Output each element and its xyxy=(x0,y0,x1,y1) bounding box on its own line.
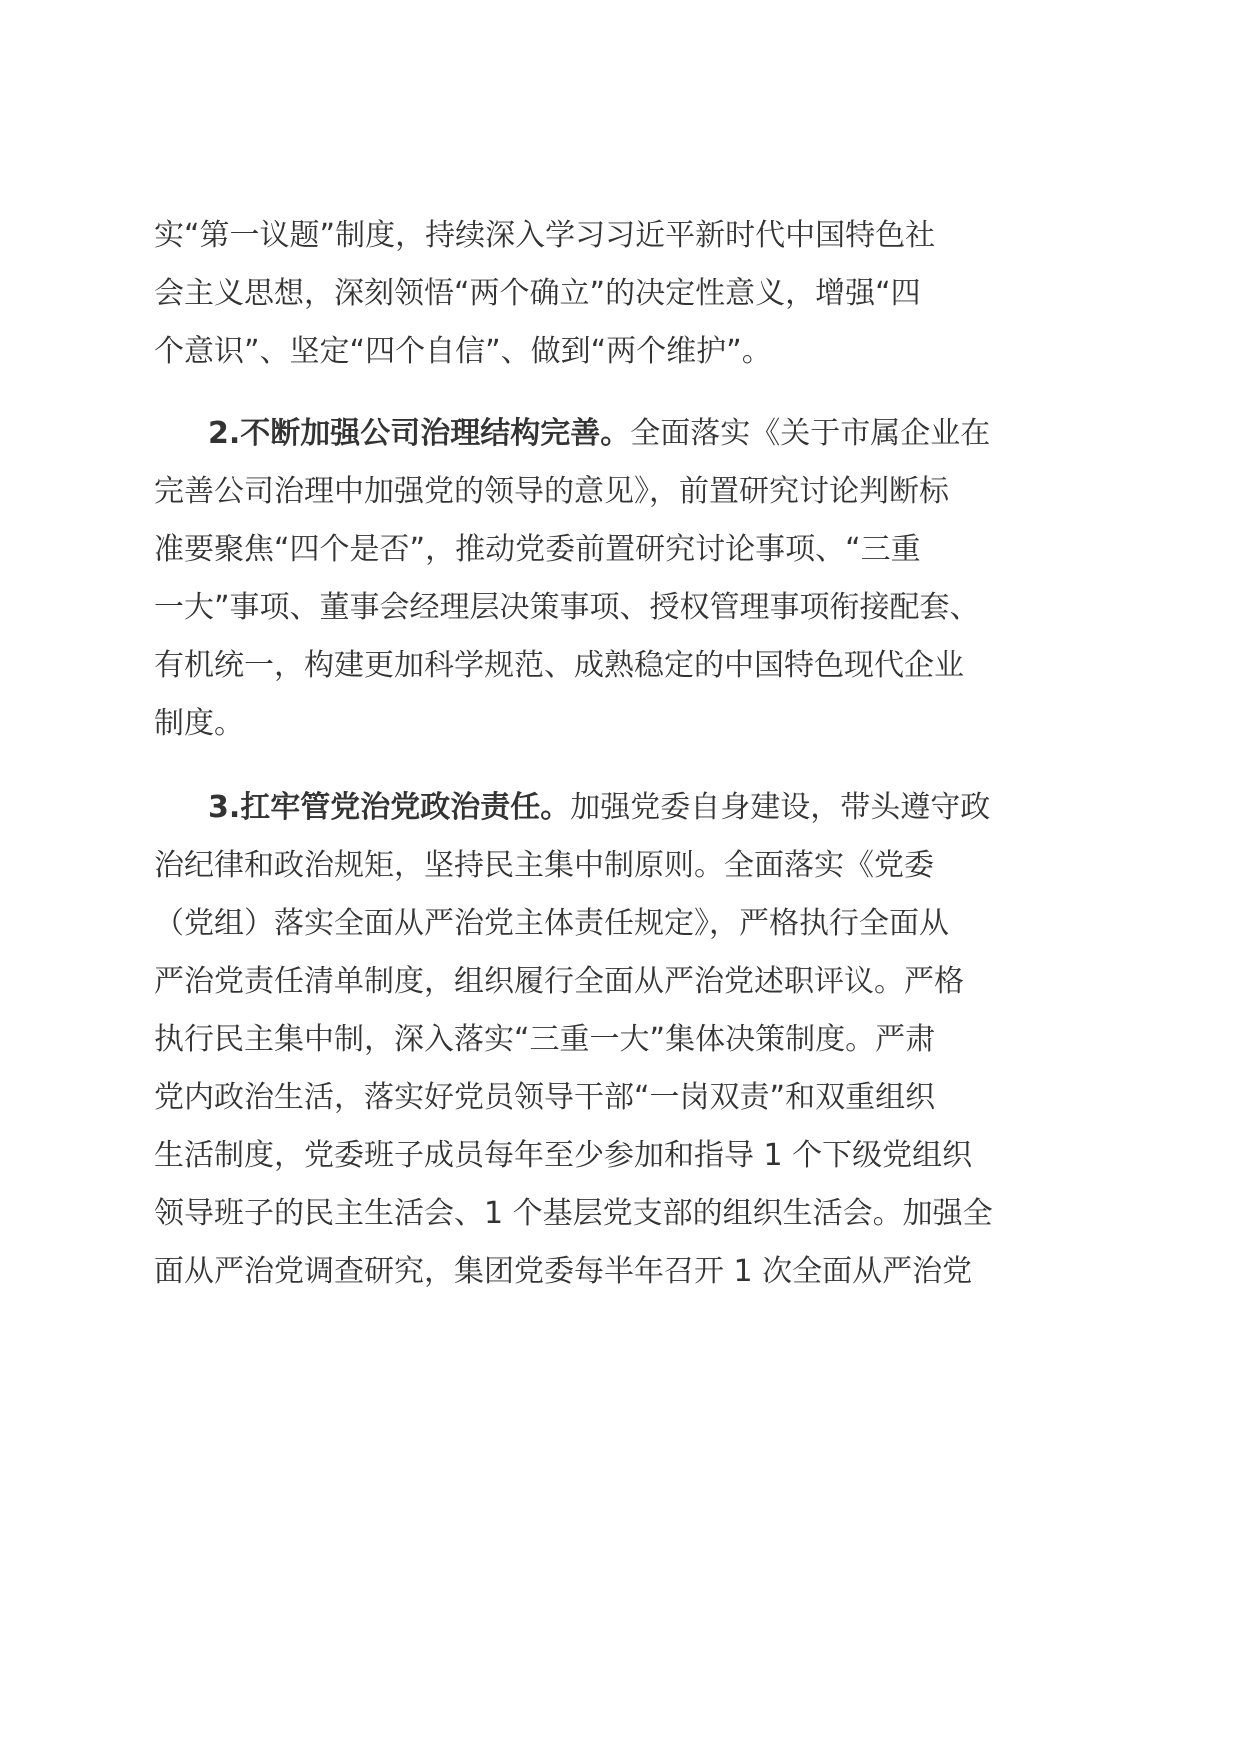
paragraph-line: （党组）落实全面从严治党主体责任规定》，严格执行全面从 xyxy=(154,906,949,941)
paragraph-line: 个意识”、坚定“四个自信”、做到“两个维护”。 xyxy=(154,334,772,369)
paragraph-heading: 2.不断加强公司治理结构完善。 xyxy=(208,416,631,451)
paragraph-line: 严治党责任清单制度，组织履行全面从严治党述职评议。严格 xyxy=(154,964,964,999)
paragraph-line: 实“第一议题”制度，持续深入学习习近平新时代中国特色社 xyxy=(154,218,936,253)
paragraph-line: 面从严治党调查研究，集团党委每半年召开 1 次全面从严治党 xyxy=(154,1254,973,1289)
paragraph-text: 全面落实《关于市属企业在 xyxy=(630,416,991,451)
paragraph-line: 完善公司治理中加强党的领导的意见》，前置研究讨论判断标 xyxy=(154,474,949,509)
paragraph-heading: 3.扛牢管党治党政治责任。 xyxy=(208,790,571,825)
paragraph-line: 领导班子的民主生活会、1 个基层党支部的组织生活会。加强全 xyxy=(154,1196,993,1231)
paragraph-text: 加强党委自身建设，带头遵守政 xyxy=(570,790,991,825)
paragraph-line xyxy=(208,412,990,456)
paragraph-line: 生活制度，党委班子成员每年至少参加和指导 1 个下级党组织 xyxy=(154,1138,973,1173)
paragraph-line: 一大”事项、董事会经理层决策事项、授权管理事项衔接配套、 xyxy=(154,590,980,625)
paragraph-line: 执行民主集中制，深入落实“三重一大”集体决策制度。严肃 xyxy=(154,1022,936,1057)
paragraph-line: 制度。 xyxy=(154,706,244,741)
paragraph-line: 会主义思想，深刻领悟“两个确立”的决定性意义，增强“四 xyxy=(154,276,921,311)
paragraph-line: 有机统一，构建更加科学规范、成熟稳定的中国特色现代企业 xyxy=(154,648,964,683)
paragraph-line: 治纪律和政治规矩，坚持民主集中制原则。全面落实《党委 xyxy=(154,848,934,883)
paragraph-line: 准要聚焦“四个是否”，推动党委前置研究讨论事项、“三重 xyxy=(154,532,921,567)
paragraph-line: 党内政治生活，落实好党员领导干部“一岗双责”和双重组织 xyxy=(154,1080,936,1115)
paragraph-line xyxy=(208,786,990,830)
